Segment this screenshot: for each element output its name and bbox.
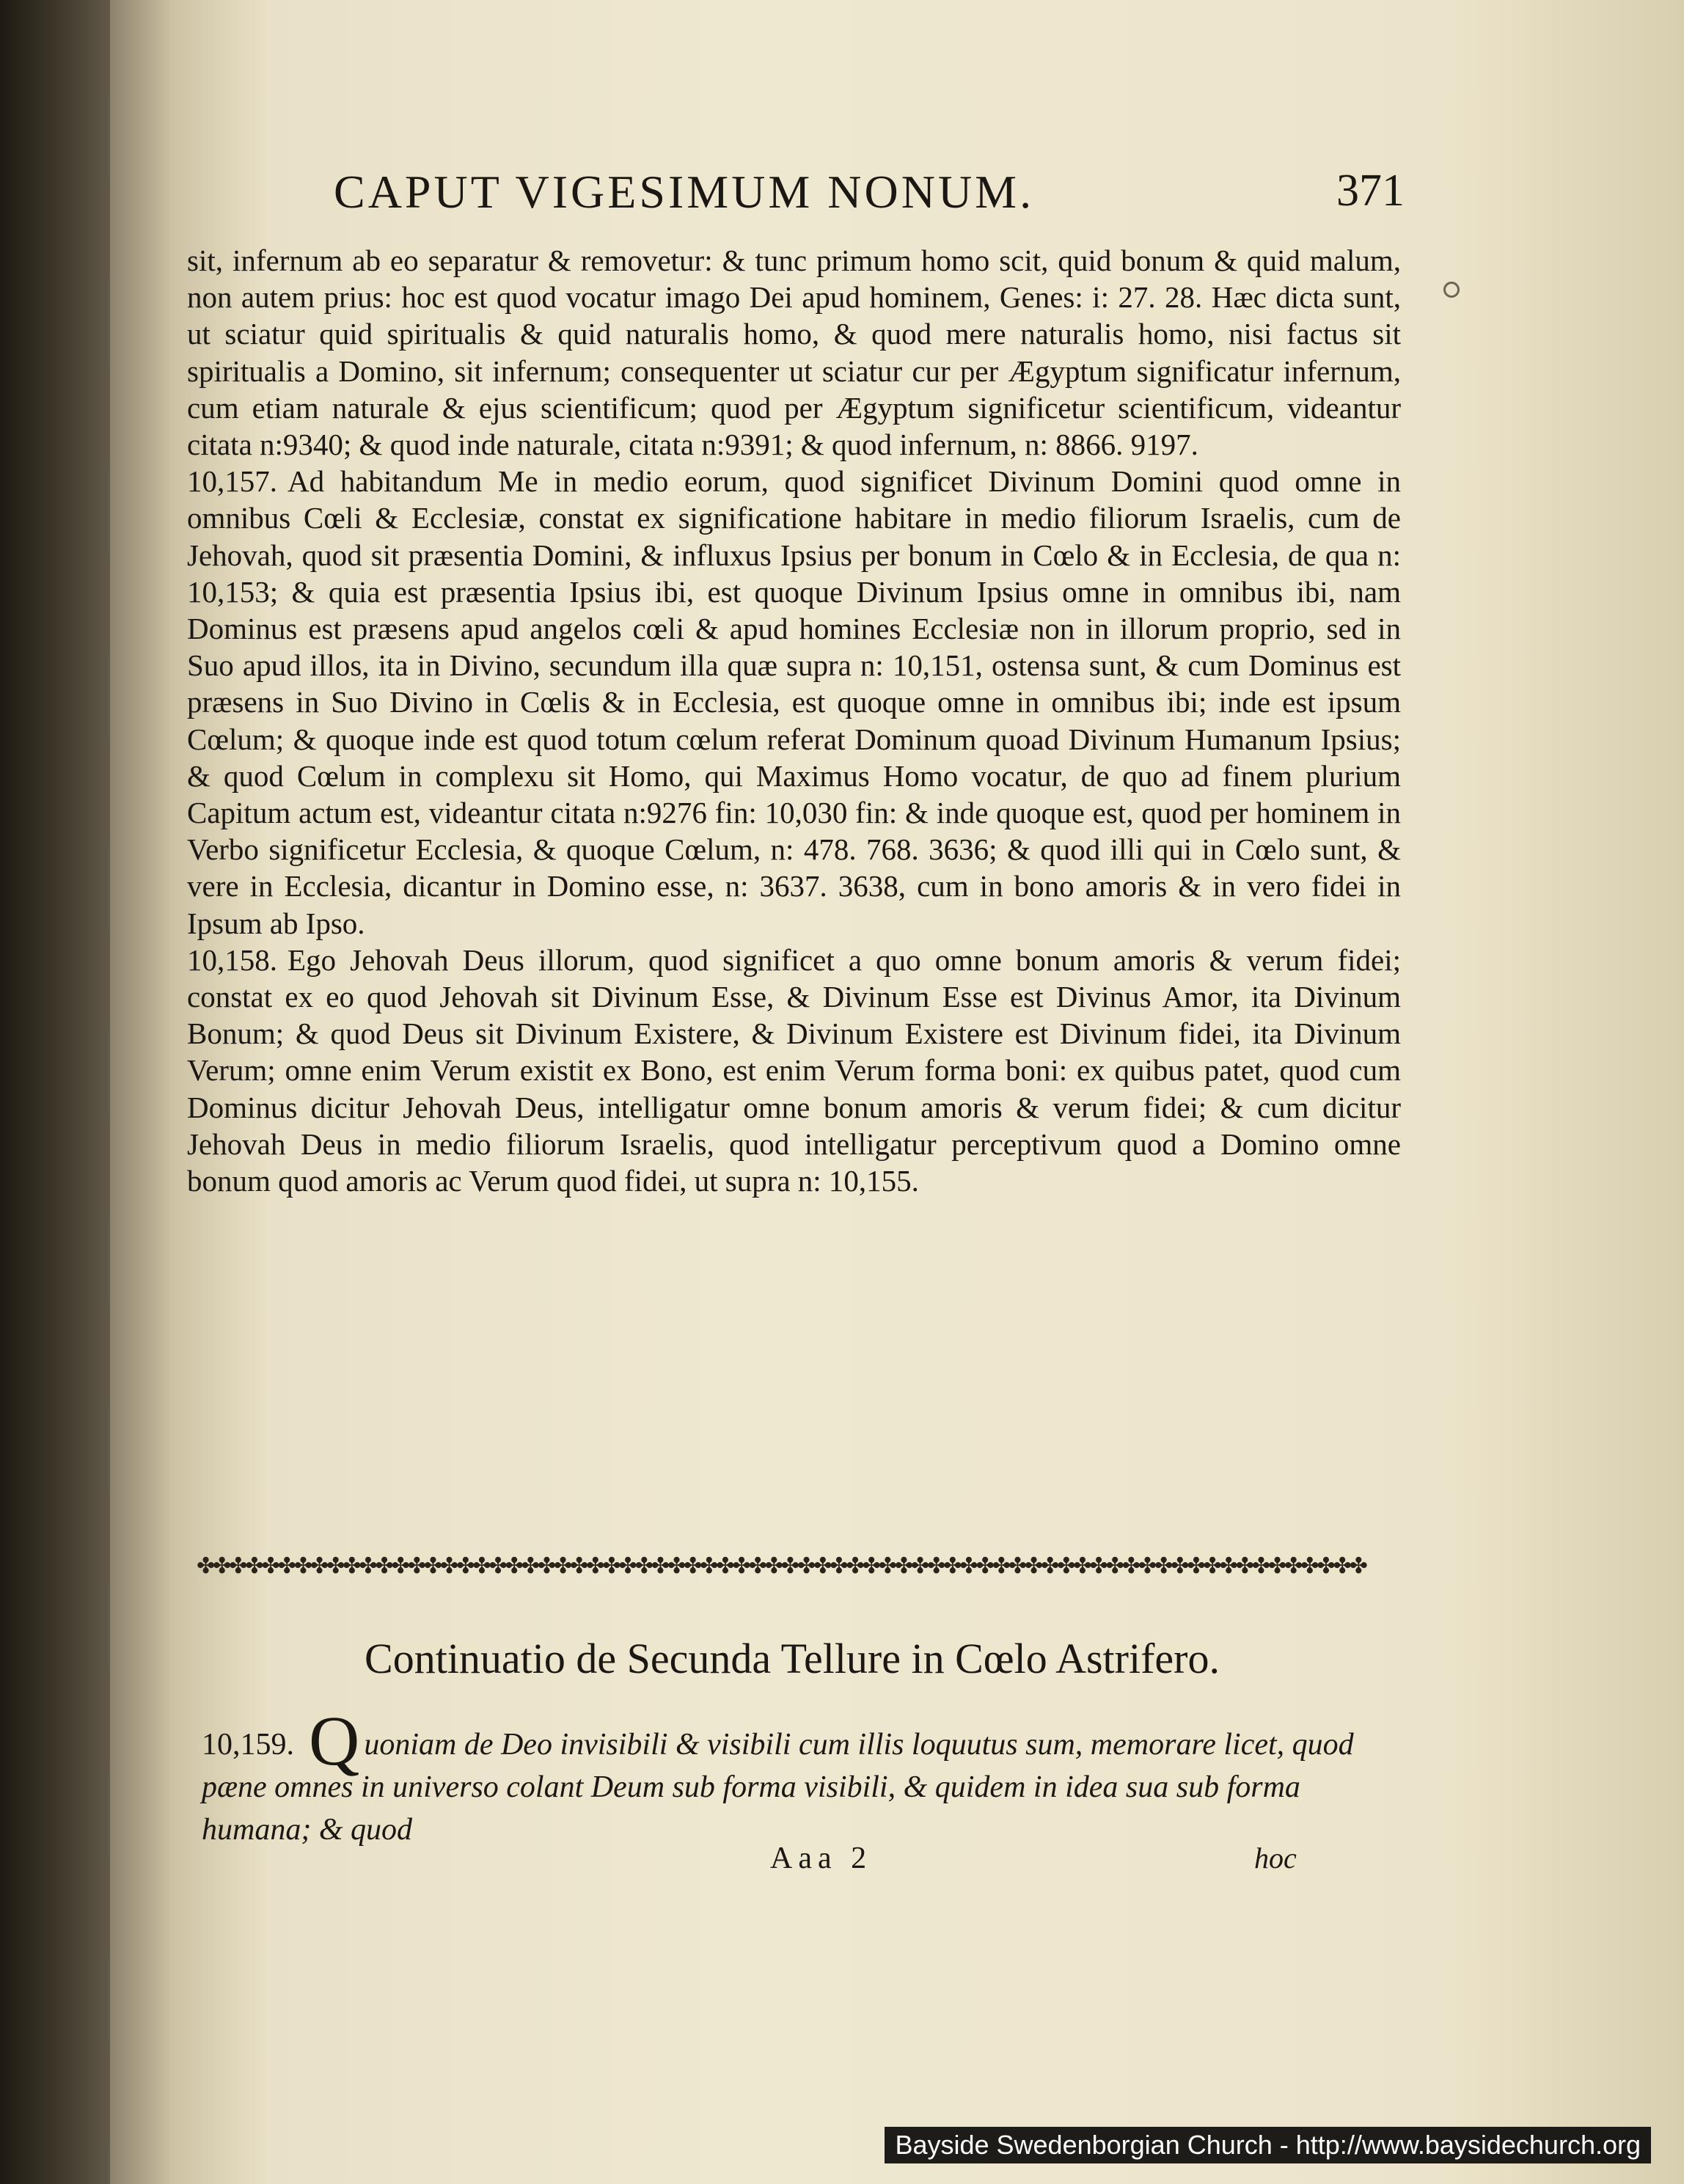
- paragraph-text: Ego Jehovah Deus illorum, quod significet a quo omne bonum amoris & verum fidei; constat ex eo quod Jehovah sit Divinum Esse, & Divinum Esse est Divinus Amor, ita Divinum Bonum; & quod Deus sit Divinum Existere, & Divinum Existere est Divinum fidei, ita Divinum Verum; omne enim Verum existit ex Bono, est enim Verum forma boni: ex quibus patet, quod cum Dominus dicitur Jehovah Deus, intelligatur omne bonum amoris & verum fidei; & cum dicitur Jehovah Deus in medio filiorum Israelis, quod intelligatur perceptivum quod a Domino omne bonum quod amoris ac Verum quod fidei, ut supra n: 10,155.: [187, 942, 1401, 1198]
- catchword: hoc: [1254, 1842, 1297, 1875]
- paragraph-number: 10,159.: [202, 1728, 294, 1762]
- paragraph-number: 10,157.: [187, 464, 277, 499]
- drop-cap: Q: [309, 1701, 360, 1780]
- running-title: CAPUT VIGESIMUM NONUM.: [334, 166, 1035, 218]
- page-number: 371: [1336, 166, 1405, 216]
- book-gutter: [0, 0, 125, 2184]
- ornament-rule: ✤✤✤✤✤✤✤✤✤✤✤✤✤✤✤✤✤✤✤✤✤✤✤✤✤✤✤✤✤✤✤✤✤✤✤✤✤✤✤✤✤✤✤✤✤✤✤✤✤✤✤✤✤✤✤✤✤✤✤✤✤✤✤✤✤✤✤✤✤✤✤✤: [197, 1553, 1366, 1579]
- signature-mark: Aaa 2: [770, 1842, 873, 1875]
- ink-spot: [1443, 282, 1460, 298]
- paragraph-text: sit, infernum ab eo separatur & removetur: & tunc primum homo scit, quid bonum & quid malum, non autem prius: hoc est quod vocatur imago Dei apud hominem, Genes: i: 27. 28. Hæc dicta sunt, ut sciatur quid spiritualis & quid naturalis homo, & quod mere naturalis homo, nisi factus sit spiritualis a Domino, sit infernum; consequenter ut sciatur cur per Ægyptum significatur infernum, cum etiam naturale & ejus scientificum; quod per Ægyptum significetur scientificum, videantur citata n:9340; & quod inde naturale, citata n:9391; & quod infernum, n: 8866. 9197.: [187, 243, 1401, 462]
- paragraph-text: uoniam de Deo invisibili & visibili cum illis loquutus sum, memorare licet, quod pæne omnes in universo colant Deum sub forma visibili, & quidem in idea sua sub forma humana; & quod: [202, 1728, 1354, 1847]
- paragraph-number: 10,158.: [187, 942, 277, 977]
- paragraph-10157: [187, 463, 1401, 942]
- paragraph-text: Ad habitandum Me in medio eorum, quod significet Divinum Domini quod omne in omnibus Cœli & Ecclesiæ, constat ex significatione habitare in medio filiorum Israelis, cum de Jehovah, quod sit præsentia Domini, & influxus Ipsius per bonum in Cœlo & in Ecclesia, de qua n: 10,153; & quia est præsentia Ipsius ibi, est quoque Divinum Ipsius omne in omnibus ibi, nam Dominus est præsens apud angelos cœli & apud homines Ecclesiæ non in illorum proprio, sed in Suo apud illos, ita in Divino, secundum illa quæ supra n: 10,151, ostensa sunt, & cum Dominus est præsens in Suo Divino in Cœlis & in Ecclesia, est quoque omne in omnibus ibi; inde est ipsum Cœlum; & quoque inde est quod totum cœlum referat Dominum quoad Divinum Humanum Ipsius; & quod Cœlum in complexu sit Homo, qui Maximus Homo vocatur, de quo ad finem plurium Capitum actum est, videantur citata n:9276 fin: 10,030 fin: & inde quoque est, quod per hominem in Verbo significetur Ecclesia, & quoque Cœlum, n: 478. 768. 3636; & quod illi qui in Cœlo sunt, & vere in Ecclesia, dicantur in Domino esse, n: 3637. 3638, cum in bono amoris & in vero fidei in Ipsum ab Ipso.: [187, 464, 1401, 940]
- paragraph-10159: [202, 1701, 1405, 1851]
- running-head: [334, 165, 1405, 231]
- paragraph-10158: [187, 942, 1401, 1199]
- body-text: [187, 242, 1401, 1199]
- source-watermark: Bayside Swedenborgian Church - http://www.baysidechurch.org: [885, 2127, 1651, 2163]
- book-page: [110, 0, 1684, 2184]
- section-title: Continuatio de Secunda Tellure in Cœlo Astrifero.: [365, 1635, 1220, 1682]
- paragraph-continuation: [187, 242, 1401, 463]
